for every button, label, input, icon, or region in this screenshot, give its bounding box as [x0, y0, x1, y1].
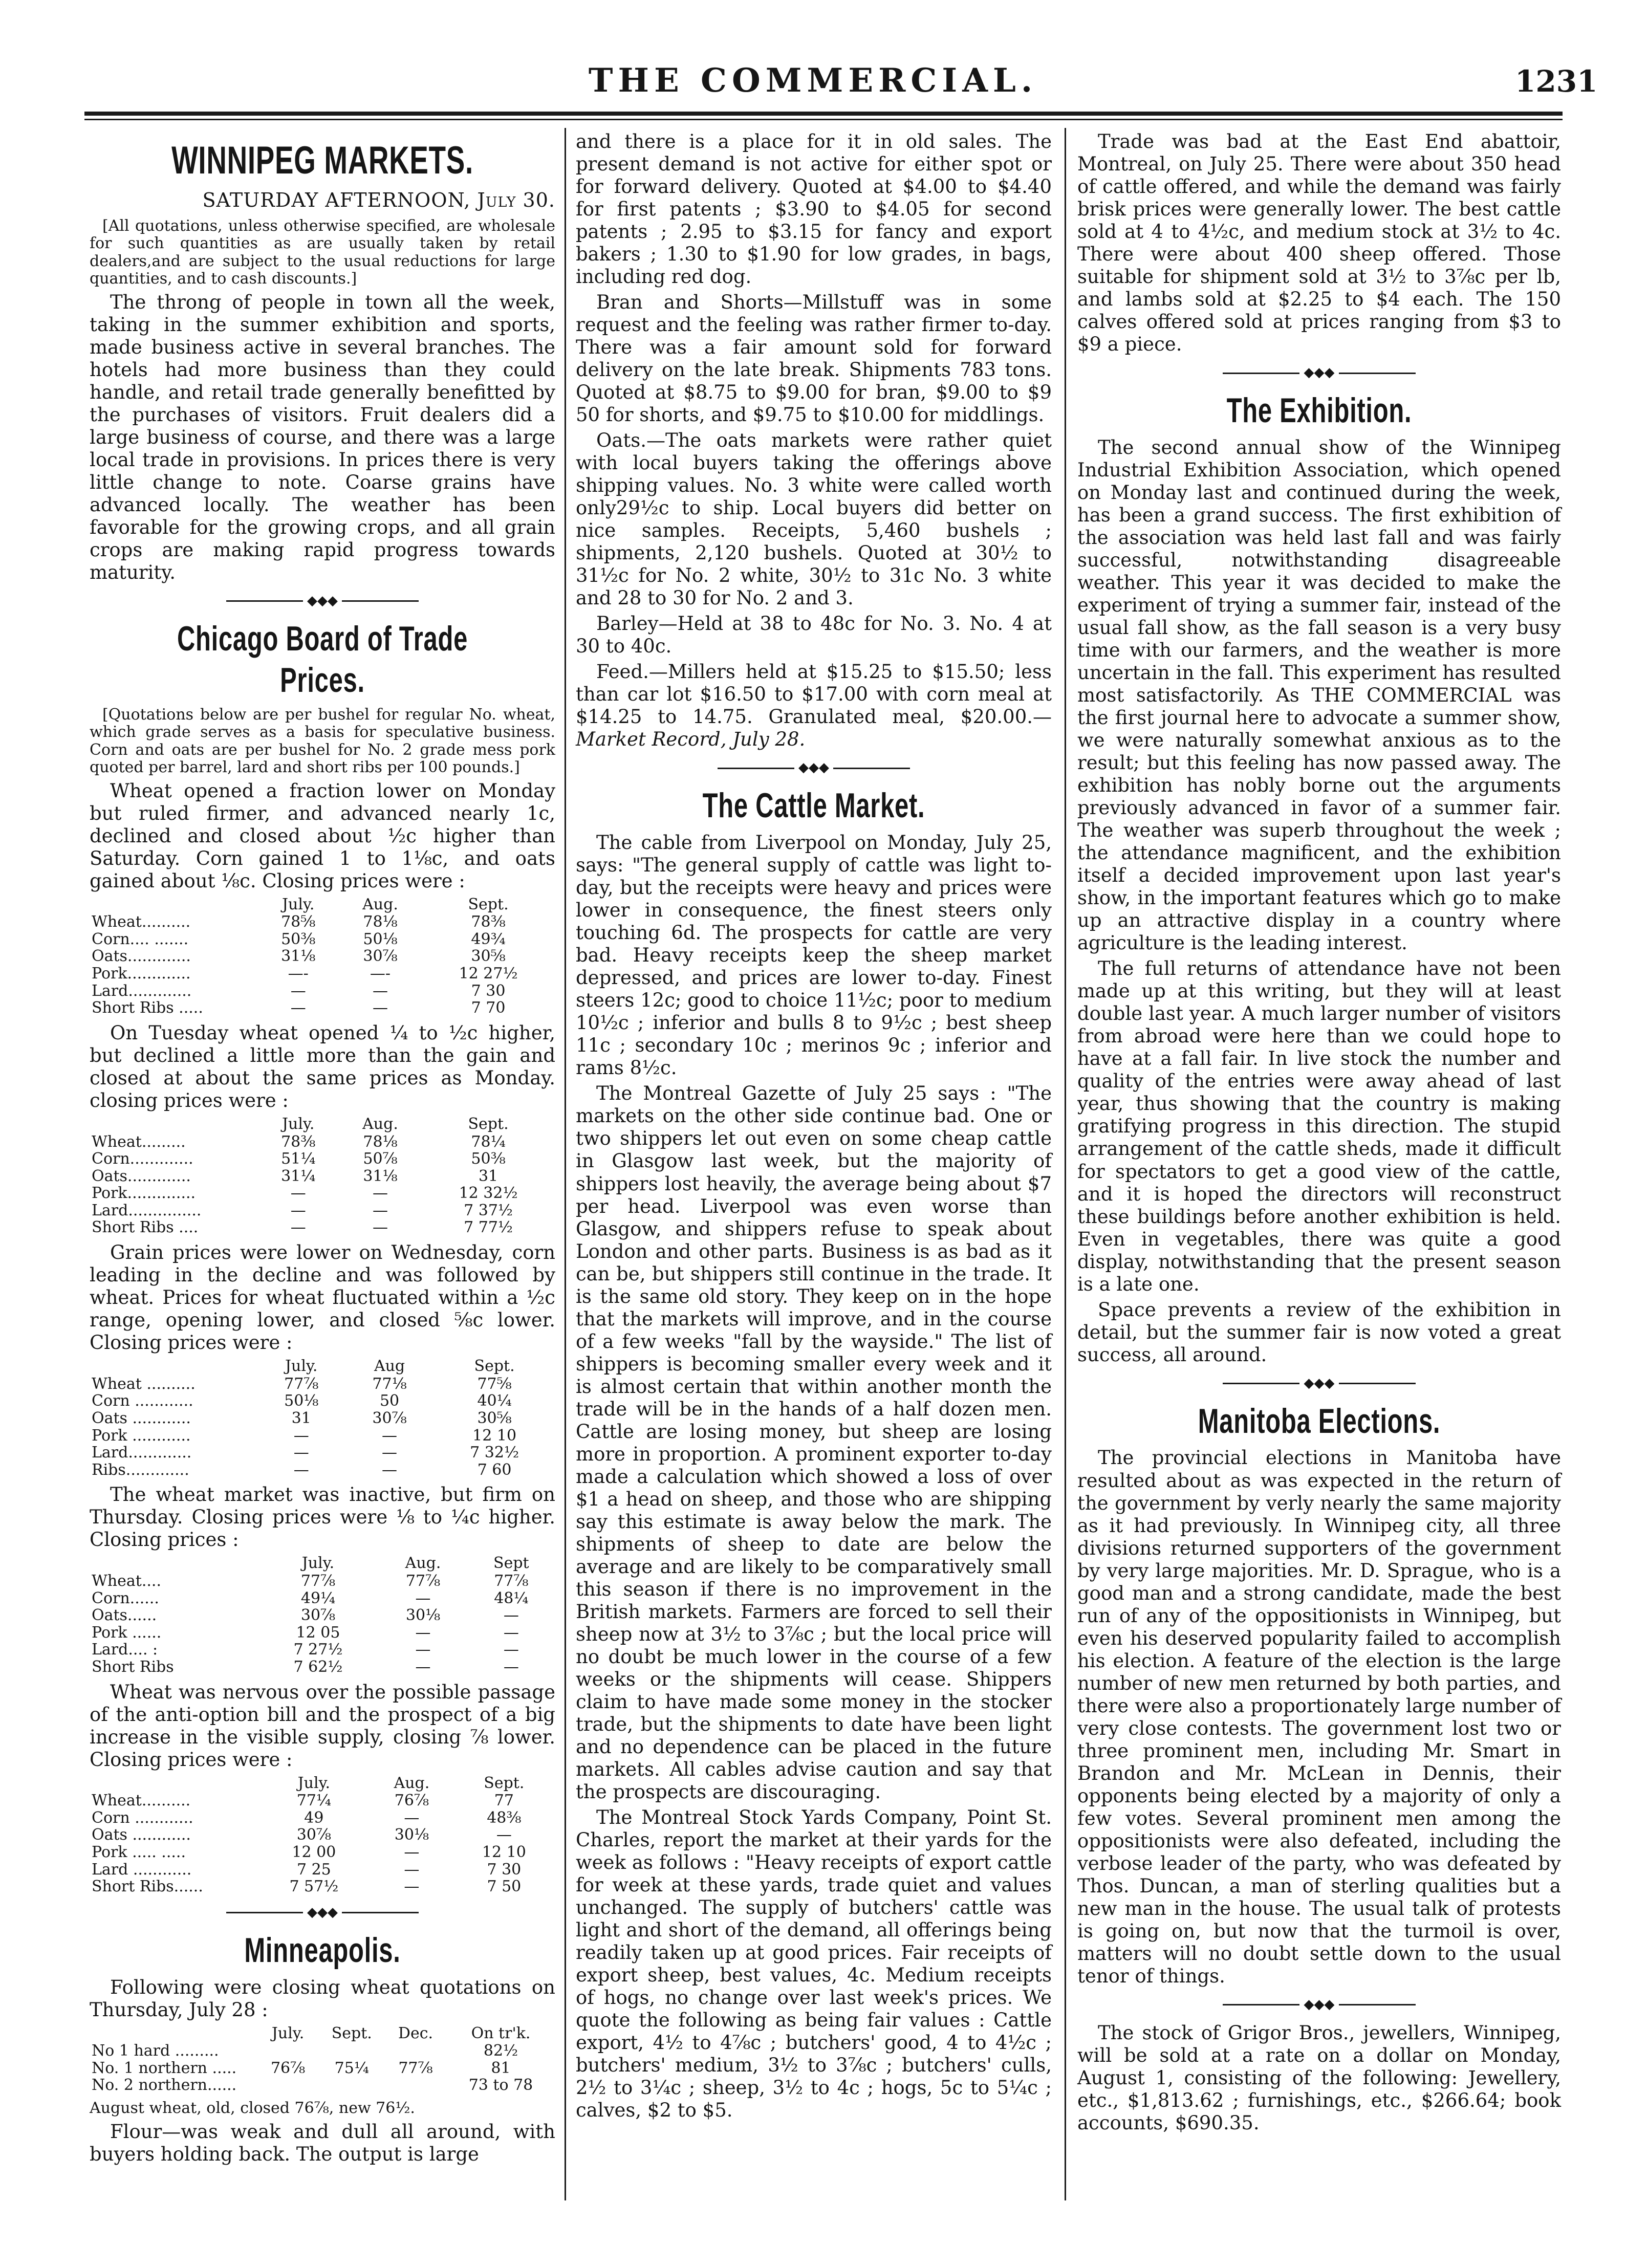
price-cell: —: [404, 1878, 420, 1896]
row-label: Oats ............: [92, 1409, 191, 1427]
paragraph: The cable from Liverpool on Monday, July 25, says: "The general supply of cattle was light to-day, but the receipts were heavy and prices were lower in consequence, the finest steers only touching 6d. The prospects for cattle are very bad. Heavy receipts keep the sheep market depressed, and prices are lower to-day. Finest steers 12c; good to choice 11½c; poor to medium 10½c ; inferior and bulls 8 to 9½c ; best sheep 11c ; secondary 10c ; merinos 9c ; inferior and rams 8½c.: [576, 832, 1052, 1079]
paragraph: The throng of people in town all the week, taking in the summer exhibition and sports, made business active in several branches. The hotels had more business than they could handle, and retail trade generally benefitted by the purchases of visitors. Fruit dealers did a large business of course, and there was a large local trade in provisions. In prices there is very little change to note. Coarse grains have advanced locally. The weather has been favorable for the growing crops, and all grain crops are making rapid progress towards maturity.: [90, 291, 555, 583]
row-label: Corn ............: [92, 1808, 193, 1827]
table-row: [90, 1392, 555, 1410]
table-row: [90, 1624, 555, 1642]
table-row: [90, 913, 555, 931]
price-cell: —: [496, 1826, 512, 1844]
table-row: [90, 1410, 555, 1427]
table-row: [90, 931, 555, 948]
price-cell: 31: [478, 1167, 498, 1185]
price-cell: —: [372, 1201, 388, 1219]
price-cell: —: [290, 1218, 306, 1237]
price-cell: 12 05: [296, 1623, 340, 1642]
table-row: [90, 1844, 555, 1861]
price-cell: 77⅞: [405, 1572, 441, 1590]
price-cell: —: [372, 1218, 388, 1237]
price-cell: 30⅝: [471, 947, 506, 966]
column-rule: [1065, 128, 1066, 2200]
price-cell: 50: [379, 1392, 400, 1410]
price-cell: 50⅜: [471, 1150, 506, 1168]
table-row: [90, 1573, 555, 1590]
price-cell: 12 10: [482, 1843, 526, 1861]
price-cell: —: [415, 1623, 431, 1642]
price-cell: —: [290, 1201, 306, 1219]
table-row: [90, 1219, 555, 1236]
price-cell: 48¼: [494, 1589, 529, 1607]
price-cell: 7 30: [487, 1860, 522, 1879]
column-rule: [565, 128, 566, 2200]
price-cell: —-: [288, 965, 309, 983]
paragraph: Space prevents a review of the exhibition in detail, but the summer fair is now voted a great success, all around.: [1077, 1298, 1561, 1366]
paragraph: The second annual show of the Winnipeg Industrial Exhibition Association, which opened on Monday last and continued during the week, has been a grand success. The first exhibition of the association was held last fall and was fairly successful, notwithstanding disagreeable weather. This year it was decided to make the experiment of trying a summer fair, instead of the usual fall show, as the fall season is a very busy time with our farmers, and the weather is more uncertain in the fall. This experiment has resulted most satisfactorily. As THE COMMERCIAL was the first journal here to advocate a summer show, we were naturally somewhat anxious as to the result; but this feeling has now passed away. The exhibition has nobly borne out the arguments previously advanced in favor of a summer fair. The weather was superb throughout the week ; the attendance magnificent, and the exhibition itself a decided improvement upon last year's show, in the important features which go to make up an attractive display in a country where agriculture is the leading interest.: [1077, 437, 1561, 954]
price-cell: —: [372, 982, 388, 1000]
table-row: [90, 2060, 555, 2077]
table-header-cell: [90, 1357, 257, 1376]
table-header-cell: [90, 896, 257, 914]
table-header-cell: July.: [271, 2024, 305, 2042]
row-label: Oats ............: [92, 1826, 191, 1844]
table-row: [90, 948, 555, 965]
price-cell: 12 10: [472, 1426, 517, 1445]
price-cell: —: [415, 1658, 431, 1676]
column-3: [1077, 130, 1561, 2138]
paragraph: On Tuesday wheat opened ¼ to ½c higher, but declined a little more than the gain and closed at about the same prices as Monday. closing prices were :: [90, 1021, 555, 1111]
table-row: [90, 1202, 555, 1219]
row-label: Short Ribs ....: [92, 1218, 199, 1237]
section-heading: WINNIPEG MARKETS.: [171, 139, 473, 182]
price-cell: 7 25: [296, 1860, 331, 1879]
row-label: Short Ribs......: [92, 1878, 203, 1896]
paragraph: The provincial elections in Manitoba have resulted about as was expected in the return of the government by verly nearly the same majority as it had previously. In Winnipeg city, all three divisions returned supporters of the government by very large majorities. Mr. D. Sprague, who is a good man and a strong candidate, made the best run of any of the oppositionists in Winnipeg, but even his deserved popularity failed to accomplish his election. A feature of the election is the large number of new men returned by both parties, and there were also a proportionately large number of very close contests. The government lost two or three prominent men, including Mr. Smart in Brandon and Mr. McLean in Dennis, their opponents being elected by a majority of only a few votes. Several prominent men among the oppositionists were also defeated, including the verbose leader of the party, who was defeated by Thos. Duncan, a man of sterling qualities but a new man in the house. The usual talk of protests is going on, but now that the turmoil is over, matters will no doubt settle down to the usual tenor of things.: [1077, 1447, 1561, 1987]
section-heading: Chicago Board of Trade Prices.: [177, 619, 468, 700]
row-label: Lard.............: [92, 1444, 192, 1462]
row-label: Wheat..........: [92, 913, 191, 931]
price-cell: —: [503, 1641, 519, 1659]
price-cell: [385, 2077, 446, 2094]
price-cell: 49: [304, 1808, 324, 1827]
price-cell: —: [382, 1460, 398, 1479]
section-heading: Manitoba Elections.: [1198, 1401, 1441, 1441]
price-cell: —: [415, 1641, 431, 1659]
table-header-cell: July.: [285, 1357, 318, 1376]
row-label: No. 1 northern .....: [92, 2059, 237, 2077]
table-header-cell: [90, 1554, 257, 1573]
page-number: 1231: [1515, 64, 1598, 99]
table-row: [90, 1809, 555, 1827]
price-cell: 7 50: [487, 1878, 522, 1896]
price-cell: 78⅜: [281, 1132, 316, 1151]
table-header-cell: Aug: [374, 1357, 405, 1376]
price-cell: [319, 2077, 385, 2094]
table-row: [90, 1861, 555, 1879]
price-cell: 30⅞: [300, 1606, 336, 1625]
price-table: [90, 1554, 555, 1675]
price-table: [90, 1774, 555, 1895]
column-2: [576, 130, 1052, 2125]
price-cell: 81: [491, 2059, 511, 2077]
table-header-cell: July.: [301, 1554, 335, 1573]
row-label: Corn.... .......: [92, 930, 189, 948]
table-row: [90, 2042, 555, 2060]
masthead-title: THE COMMERCIAL.: [588, 61, 1038, 100]
table-header-cell: [90, 1774, 257, 1793]
price-cell: 50⅜: [281, 930, 316, 948]
table-row: [90, 1659, 555, 1676]
table-header-cell: Aug.: [394, 1774, 430, 1792]
price-cell: 78¼: [471, 1132, 506, 1151]
price-table: [90, 896, 555, 1017]
row-label: Wheat ..........: [92, 1375, 196, 1393]
table-header-cell: Aug.: [362, 1115, 398, 1133]
row-label: Pork..............: [92, 1184, 196, 1203]
masthead-rule: [84, 112, 1563, 116]
row-label: Oats.............: [92, 1167, 191, 1185]
table-header-cell: Sept.: [474, 1357, 515, 1376]
row-label: No 1 hard .........: [92, 2042, 219, 2060]
price-cell: —: [382, 1444, 398, 1462]
table-row: [90, 1168, 555, 1185]
price-cell: 31: [291, 1409, 311, 1427]
paragraph: Wheat was nervous over the possible passage of the anti-option bill and the prospect of a big increase in the visible supply, closing ⅞ lower. Closing prices were :: [90, 1681, 555, 1771]
price-cell: 78⅛: [363, 913, 398, 931]
table-header-cell: On tr'k.: [471, 2024, 531, 2042]
table-row: [90, 999, 555, 1017]
price-cell: —: [503, 1658, 519, 1676]
price-cell: 40¼: [477, 1392, 512, 1410]
price-cell: 77⅞: [284, 1375, 319, 1393]
price-cell: 31⅛: [363, 1167, 398, 1185]
price-cell: 77⅞: [300, 1572, 336, 1590]
row-label: Lard...............: [92, 1201, 202, 1219]
price-cell: —: [290, 999, 306, 1017]
table-row: [90, 965, 555, 983]
price-cell: 78⅜: [471, 913, 506, 931]
paragraph: Trade was bad at the East End abattoir, Montreal, on July 25. There were about 350 head of cattle offered, and while the demand was fairly brisk prices were generally lower. The best cattle sold at 4 to 4½c, and medium stock at 3½ to 4c. There were about 400 sheep offered. Those suitable for shipment sold at 3½ to 3⅞c per lb, and lambs sold at $2.25 to $4 each. The 150 calves offered sold at prices ranging from $3 to $9 a piece.: [1077, 130, 1561, 356]
price-cell: —: [290, 1184, 306, 1203]
price-cell: 30⅝: [477, 1409, 512, 1427]
column-1: [90, 130, 555, 2169]
price-cell: —: [404, 1860, 420, 1879]
price-cell: 76⅞: [270, 2059, 306, 2077]
price-cell: 73 to 78: [468, 2076, 533, 2095]
row-label: Short Ribs .....: [92, 999, 203, 1017]
dateline: SATURDAY AFTERNOON, July 30.: [202, 189, 555, 212]
price-cell: —: [372, 999, 388, 1017]
price-cell: —: [415, 1589, 431, 1607]
price-cell: 50⅞: [363, 1150, 398, 1168]
price-cell: 50⅛: [284, 1392, 319, 1410]
price-cell: 48⅜: [487, 1808, 522, 1827]
price-cell: [319, 2042, 385, 2060]
price-cell: [385, 2042, 446, 2060]
paragraph: [576, 661, 1052, 751]
row-label: Wheat..........: [92, 1792, 191, 1810]
table-header-cell: [90, 1115, 257, 1133]
table-header-cell: Aug.: [362, 895, 398, 913]
masthead-rule-thin: [84, 119, 1563, 120]
row-label: Pork ......: [92, 1623, 162, 1642]
price-cell: 78⅛: [363, 1132, 398, 1151]
price-cell: 31⅛: [281, 947, 316, 966]
table-header-cell: [90, 2024, 257, 2043]
price-table: [90, 1115, 555, 1236]
table-header-cell: Sept.: [484, 1774, 525, 1792]
price-table: [90, 2024, 555, 2094]
price-cell: 7 77½: [464, 1218, 513, 1237]
price-cell: 77⅞: [398, 2059, 433, 2077]
ornament-divider: ◆◆◆: [1077, 1376, 1561, 1391]
paragraph: Barley—Held at 38 to 48c for No. 3. No. 4 at 30 to 40c.: [576, 613, 1052, 658]
table-header-cell: Aug.: [405, 1554, 441, 1573]
table-row: [90, 2077, 555, 2094]
price-cell: 7 60: [477, 1460, 512, 1479]
table-row: [90, 1444, 555, 1462]
section-heading: The Exhibition.: [1226, 391, 1412, 430]
price-cell: 30⅞: [296, 1826, 331, 1844]
row-label: Ribs.............: [92, 1460, 189, 1479]
table-row: [90, 1185, 555, 1202]
paragraph: Grain prices were lower on Wednesday, corn leading in the decline and was followed by wheat. Prices for wheat fluctuated within a ½c range, opening lower, and closed ⅝c lower. Closing prices were :: [90, 1241, 555, 1354]
price-cell: —: [503, 1606, 519, 1625]
price-cell: 7 62½: [293, 1658, 343, 1676]
paragraph: Oats.—The oats markets were rather quiet with local buyers taking the offerings above shipping values. No. 3 white were called worth only29½c to ship. Local buyers did better on nice samples. Receipts, 5,460 bushels ; shipments, 2,120 bushels. Quoted at 30½ to 31½c for No. 2 white, 30½ to 31c No. 3 white and 28 to 30 for No. 2 and 3.: [576, 429, 1052, 609]
price-cell: 51¼: [281, 1150, 316, 1168]
table-header-cell: Sept.: [468, 895, 509, 913]
section-heading: The Cattle Market.: [702, 786, 925, 825]
row-label: Pork ..... .....: [92, 1843, 186, 1861]
paragraph-text: Feed.—Millers held at $15.25 to $15.50; less than car lot $16.50 to $17.00 with corn meal at $14.25 to 14.75. Granulated meal, $20.00.—: [576, 661, 1052, 728]
price-cell: —: [293, 1444, 309, 1462]
table-header-row: [90, 1115, 555, 1133]
price-cell: [257, 2042, 319, 2060]
note: [Quotations below are per bushel for regular No. wheat, which grade serves as a basis for speculative business. Corn and oats are per bushel for No. 2 grade mess pork quoted per barrel, lard and short ribs per 100 pounds.]: [90, 705, 555, 777]
price-cell: —: [404, 1808, 420, 1827]
table-header-row: [90, 1357, 555, 1376]
row-label: Short Ribs: [92, 1658, 174, 1676]
table-row: [90, 1376, 555, 1393]
paragraph: Following were closing wheat quotations on Thursday, July 28 :: [90, 1976, 555, 2021]
table-row: [90, 1641, 555, 1659]
paragraph: The full returns of attendance have not been made up at this writing, but they will at least double last year. A much larger number of visitors from abroad were here than we could hope to have at a fall fair. In live stock the number and quality of the entries were away ahead of last year, thus showing that the country is making gratifying progress in this direction. The stupid arrangement of the cattle sheds, made it difficult for spectators to get a good view of the cattle, and it is hoped the directors will reconstruct these buildings before another exhibition is held. Even in vegetables, there was quite a good display, notwithstanding that the present season is a late one.: [1077, 957, 1561, 1295]
price-table: [90, 1357, 555, 1478]
price-cell: —: [404, 1843, 420, 1861]
table-row: [90, 1427, 555, 1445]
ornament-divider: ◆◆◆: [90, 593, 555, 609]
table-header-row: [90, 896, 555, 914]
paragraph: The Montreal Gazette of July 25 says : "The markets on the other side continue bad. One or two shippers let out even on some cheap cattle in Glasgow last week, but the majority of shippers lost heavily, the average being about $7 per head. Liverpool was even worse than Glasgow, and shippers refuse to speak about London and other parts. Business is as bad as it can be, but shippers still continue in the trade. It is the same old story. They keep on in the hope that the markets will improve, and in the course of a few weeks "fall by the wayside." The list of shippers is becoming smaller every week and it is almost certain that within another month the trade will be in the hands of a half dozen men. Cattle are losing money, but sheep are losing more in proportion. A prominent exporter to-day made a calculation which showed a loss of over $1 a head on sheep, and those who are shipping say this estimate is away below the mark. The shipments of sheep to date are below the average and are likely to be comparatively small this season if there is no improvement in the British markets. Farmers are forced to sell their sheep now at 3½ to 3⅞c ; but the local price will no doubt be much lower in the course of a few weeks or the shipments will cease. Shippers claim to have made some money in the stocker trade, but the shipments to date have been light and no dependence can be placed in the future markets. All cables advise caution and say that the prospects are discouraging.: [576, 1082, 1052, 1803]
price-cell: 7 70: [471, 999, 506, 1017]
ornament-divider: ◆◆◆: [1077, 365, 1561, 381]
row-label: Lard ............: [92, 1860, 192, 1879]
table-header-cell: July.: [282, 1115, 315, 1133]
price-cell: 78⅝: [281, 913, 316, 931]
table-row: [90, 983, 555, 1000]
price-cell: —: [293, 1460, 309, 1479]
price-cell: —: [503, 1623, 519, 1642]
table-header-cell: July.: [297, 1774, 331, 1792]
price-cell: 31¼: [281, 1167, 316, 1185]
price-cell: 76⅞: [394, 1792, 429, 1810]
price-cell: 77: [494, 1792, 514, 1810]
price-cell: 49¾: [471, 930, 506, 948]
price-cell: 75¼: [334, 2059, 369, 2077]
table-row: [90, 1826, 555, 1844]
price-cell: —-: [370, 965, 391, 983]
table-header-cell: July.: [282, 895, 315, 913]
price-cell: 30⅛: [405, 1606, 441, 1625]
row-label: Lard.............: [92, 982, 192, 1000]
row-label: Wheat.........: [92, 1132, 186, 1151]
row-label: No. 2 northern......: [92, 2076, 237, 2095]
row-label: Oats.............: [92, 947, 191, 966]
paragraph: Wheat opened a fraction lower on Monday but ruled firmer, and advanced nearly 1c, declined and closed about ½c higher than Saturday. Corn gained 1 to 1⅛c, and oats gained about ⅛c. Closing prices were :: [90, 779, 555, 892]
price-cell: —: [290, 982, 306, 1000]
paragraph: and there is a place for it in old sales. The present demand is not active for either spot or for forward delivery. Quoted at $4.00 to $4.40 for first patents ; $3.90 to $4.05 for second patents ; 2.95 to $3.15 for fancy and export bakers ; 1.30 to $1.90 for low grades, in bags, including red dog.: [576, 130, 1052, 288]
price-cell: 12 32½: [459, 1184, 518, 1203]
ornament-divider: ◆◆◆: [1077, 1997, 1561, 2013]
table-header-row: [90, 1554, 555, 1573]
price-cell: 77¼: [296, 1792, 331, 1810]
row-label: Corn.............: [92, 1150, 193, 1168]
price-cell: [257, 2077, 319, 2094]
price-cell: 30⅛: [394, 1826, 429, 1844]
table-row: [90, 1150, 555, 1168]
price-cell: 77⅛: [372, 1375, 407, 1393]
table-row: [90, 1133, 555, 1151]
source-credit: Market Record, July 28.: [576, 728, 806, 751]
price-cell: 49¼: [300, 1589, 336, 1607]
row-label: Lard.... :: [92, 1641, 158, 1659]
price-cell: 7 30: [471, 982, 506, 1000]
paragraph: August wheat, old, closed 76⅞, new 76½.: [90, 2099, 415, 2117]
table-header-cell: Sept: [493, 1554, 529, 1573]
table-row: [90, 1462, 555, 1479]
paragraph: The wheat market was inactive, but firm on Thursday. Closing prices were ⅛ to ¼c higher. Closing prices :: [90, 1484, 555, 1551]
price-cell: —: [372, 1184, 388, 1203]
ornament-divider: ◆◆◆: [576, 760, 1052, 776]
table-header-cell: Dec.: [398, 2024, 433, 2042]
price-cell: 7 37½: [464, 1201, 513, 1219]
table-row: [90, 1590, 555, 1607]
masthead: [0, 0, 1626, 118]
ornament-divider: ◆◆◆: [90, 1905, 555, 1921]
paragraph: The stock of Grigor Bros., jewellers, Winnipeg, will be sold at a rate on a dollar on Monday, August 1, consisting of the following: Jewellery, etc., $1,813.62 ; furnishings, etc., $266.64; book accounts, $690.35.: [1077, 2021, 1561, 2134]
table-row: [90, 1607, 555, 1624]
price-cell: 7 57½: [289, 1878, 339, 1896]
table-row: [90, 1878, 555, 1895]
paragraph: Bran and Shorts—Millstuff was in some request and the feeling was rather firmer to-day. There was a fair amount sold for forward delivery on the late break. Shipments 783 tons. Quoted at $8.75 to $9.00 for bran, $9.00 to $9 50 for shorts, and $9.75 to $10.00 for middlings.: [576, 291, 1052, 426]
row-label: Wheat....: [92, 1572, 161, 1590]
price-cell: —: [382, 1426, 398, 1445]
price-cell: 77⅝: [477, 1375, 512, 1393]
row-label: Oats......: [92, 1606, 157, 1625]
price-cell: 12 00: [292, 1843, 336, 1861]
price-cell: 7 32½: [470, 1444, 519, 1462]
table-header-cell: Sept.: [468, 1115, 509, 1133]
table-row: [90, 1792, 555, 1809]
price-cell: 30⅞: [363, 947, 398, 966]
row-label: Corn ............: [92, 1392, 193, 1410]
table-header-row: [90, 1774, 555, 1793]
paragraph: Flour—was weak and dull all around, with buyers holding back. The output is large: [90, 2120, 555, 2165]
row-label: Pork.............: [92, 965, 191, 983]
price-cell: 30⅞: [372, 1409, 407, 1427]
table-header-row: [90, 2024, 555, 2043]
price-cell: 50⅛: [363, 930, 398, 948]
price-cell: 82½: [483, 2042, 518, 2060]
table-header-cell: Sept.: [331, 2024, 372, 2042]
price-cell: —: [293, 1426, 309, 1445]
row-label: Pork ............: [92, 1426, 191, 1445]
section-heading: Minneapolis.: [244, 1930, 401, 1970]
price-cell: 12 27½: [459, 965, 518, 983]
row-label: Corn......: [92, 1589, 159, 1607]
price-cell: 77⅞: [494, 1572, 529, 1590]
note: [All quotations, unless otherwise specified, are wholesale for such quantities as are usually taken by retail dealers,and are subject to the usual reductions for large quantities, and to cash discounts.]: [90, 216, 555, 288]
price-cell: 7 27½: [293, 1641, 343, 1659]
paragraph: The Montreal Stock Yards Company, Point St. Charles, report the market at their yards for the week as follows : "Heavy receipts of export cattle for week at these yards, trade quiet and values unchanged. The supply of butchers' cattle was light and short of the demand, all offerings being readily taken up at good prices. Fair receipts of export sheep, best values, 4c. Medium receipts of hogs, no change over last week's prices. We quote the following as being fair values : Cattle export, 4½ to 4⅞c ; butchers' good, 4 to 4½c ; butchers' medium, 3½ to 3⅞c ; butchers' culls, 2½ to 3¼c ; sheep, 3½ to 4c ; hogs, 5c to 5¼c ; calves, $2 to $5.: [576, 1806, 1052, 2122]
